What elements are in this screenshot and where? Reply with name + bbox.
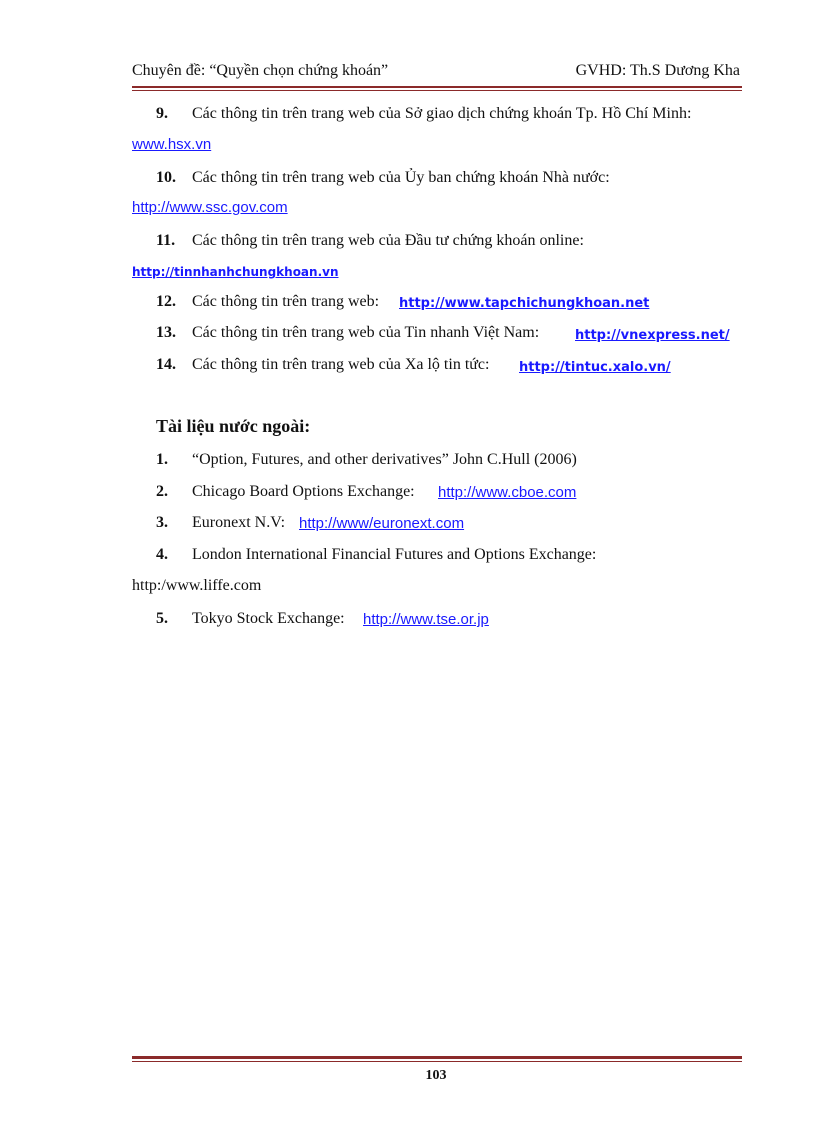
reference-link[interactable]: http://www.cboe.com [438, 484, 577, 501]
reference-number: 9. [156, 105, 168, 122]
reference-link[interactable]: www.hsx.vn [132, 136, 212, 153]
reference-number: 4. [156, 546, 168, 563]
reference-link[interactable]: http://www.tapchichungkhoan.net [399, 296, 650, 311]
footer-divider-thin [132, 1061, 742, 1062]
reference-text: Euronext N.V: [192, 514, 286, 531]
reference-text: Các thông tin trên trang web của Tin nhanh Việt Nam: [192, 324, 540, 341]
header-topic: Chuyên đề: “Quyền chọn chứng khoán” [132, 62, 389, 79]
page-number: 103 [425, 1068, 447, 1083]
section-title-foreign: Tài liệu nước ngoài: [156, 416, 311, 436]
reference-number: 12. [156, 293, 176, 310]
reference-text: Các thông tin trên trang web của Xa lộ tin tức: [192, 356, 490, 373]
reference-link[interactable]: http://tintuc.xalo.vn/ [519, 360, 671, 375]
reference-link-line [132, 136, 211, 154]
reference-link[interactable]: http://www.ssc.gov.com [132, 199, 288, 216]
reference-text: Các thông tin trên trang web: [192, 293, 380, 310]
reference-text: Các thông tin trên trang web của Sở giao dịch chứng khoán Tp. Hồ Chí Minh: [192, 105, 692, 122]
reference-link[interactable]: http://www.tse.or.jp [363, 611, 489, 628]
reference-number: 5. [156, 610, 168, 627]
header-divider [132, 86, 742, 88]
reference-text: Chicago Board Options Exchange: [192, 483, 415, 500]
reference-link[interactable]: http://tinnhanhchungkhoan.vn [132, 265, 339, 279]
page-header [132, 62, 740, 86]
reference-text: Các thông tin trên trang web của Ủy ban chứng khoán Nhà nước: [192, 169, 610, 186]
reference-number: 3. [156, 514, 168, 531]
reference-number: 13. [156, 324, 176, 341]
reference-number: 10. [156, 169, 176, 186]
reference-text: “Option, Futures, and other derivatives” John C.Hull (2006) [192, 451, 577, 468]
reference-continuation: http:/www.liffe.com [132, 577, 262, 594]
footer-divider [132, 1056, 742, 1059]
reference-link[interactable]: http://www/euronext.com [299, 515, 465, 532]
reference-number: 11. [156, 232, 176, 249]
reference-link[interactable]: http://vnexpress.net/ [575, 328, 730, 343]
header-instructor: GVHD: Th.S Dương Kha [575, 62, 740, 79]
reference-number: 2. [156, 483, 168, 500]
reference-link-line [132, 263, 339, 281]
reference-text: Các thông tin trên trang web của Đầu tư chứng khoán online: [192, 232, 584, 249]
reference-number: 14. [156, 356, 176, 373]
reference-link-line [132, 199, 288, 217]
reference-text: Tokyo Stock Exchange: [192, 610, 345, 627]
reference-text: London International Financial Futures and Options Exchange: [192, 546, 597, 563]
reference-number: 1. [156, 451, 168, 468]
header-divider-thin [132, 90, 742, 91]
